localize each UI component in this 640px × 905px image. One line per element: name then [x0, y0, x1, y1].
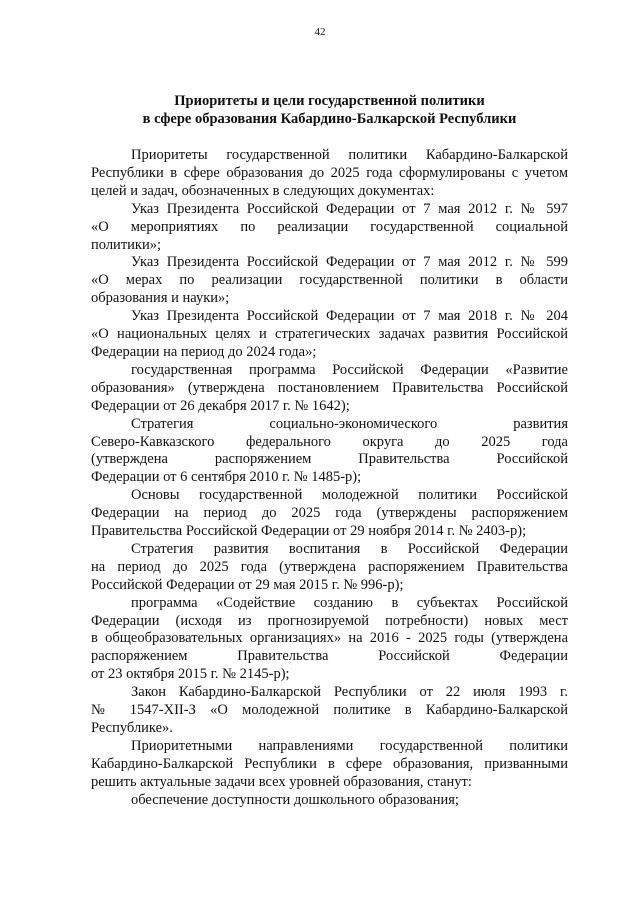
text-line: в общеобразовательных организациях» на 2016 - 2025 годы (утверждена — [91, 630, 568, 647]
text-line: Приоритеты государственной политики Кабардино-Балкарской — [131, 147, 568, 163]
text-line: Республике». — [91, 720, 173, 736]
text-line: Правительства Российской Федерации от 29 ноября 2014 г. № 2403-р); — [91, 523, 527, 540]
text-line: распоряжением Правительства Российской Федерации — [91, 648, 568, 665]
text-line: (утверждена распоряжением Правительства Российской — [91, 451, 568, 468]
text-line: Федерации от 26 декабря 2017 г. № 1642); — [91, 397, 350, 414]
text-line: «О мероприятиях по реализации государственной социальной — [91, 218, 568, 235]
paragraph-upbringing-strategy — [91, 541, 568, 595]
text-line: политики»; — [91, 236, 161, 253]
title-line-2: в сфере образования Кабардино-Балкарской Республики — [142, 111, 517, 127]
text-line: от 23 октября 2015 г. № 2145-р); — [91, 666, 290, 683]
text-line: Приоритетными направлениями государственной политики — [131, 737, 568, 754]
paragraph-youth-policy-basics — [91, 487, 568, 541]
text-line: Указ Президента Российской Федерации от 7 мая 2012 г. № 597 — [131, 200, 568, 217]
paragraph-new-school-places-program — [91, 595, 568, 685]
text-line: Федерации от 6 сентября 2010 г. № 1485-р); — [91, 469, 362, 486]
text-line: образования» (утверждена постановлением Правительства Российской — [91, 379, 568, 396]
text-line: обеспечение доступности дошкольного образования; — [131, 791, 459, 808]
paragraph-preschool-access — [91, 792, 568, 810]
text-line: на период до 2025 года (утверждена распоряжением Правительства — [91, 558, 568, 575]
text-line: Федерации (исходя из прогнозируемой потребности) новых мест — [91, 612, 568, 629]
text-line: Указ Президента Российской Федерации от 7 мая 2018 г. № 204 — [131, 308, 568, 325]
text-line: Стратегия развития воспитания в Российской Федерации — [131, 540, 568, 557]
body-text — [91, 147, 568, 810]
text-line: решить актуальные задачи всех уровней образования, станут: — [91, 773, 472, 790]
text-line: Федерации на период до 2024 года»; — [91, 343, 317, 360]
text-line: № 1547-XII-З «О молодежной политике в Кабардино-Балкарской — [91, 702, 568, 719]
text-line: Основы государственной молодежной политики Российской — [131, 487, 568, 504]
paragraph-state-program — [91, 362, 568, 416]
text-line: Российской Федерации от 29 мая 2015 г. № 996-р); — [91, 576, 404, 593]
text-line: целей и задач, обозначенных в следующих документах: — [91, 182, 435, 199]
text-line: Закон Кабардино-Балкарской Республики от 22 июля 1993 г. — [131, 684, 568, 701]
paragraph-intro — [91, 147, 568, 201]
text-line: образования и науки»; — [91, 290, 230, 307]
paragraph-decree-597 — [91, 201, 568, 255]
text-line: Указ Президента Российской Федерации от 7 мая 2012 г. № 599 — [131, 254, 568, 271]
paragraph-north-caucasus-strategy — [91, 416, 568, 488]
paragraph-kbr-youth-law — [91, 684, 568, 738]
text-line: «О национальных целях и стратегических задачах развития Российской — [91, 326, 568, 343]
text-line: «О мерах по реализации государственной политики в области — [91, 272, 568, 289]
text-line: Федерации на период до 2025 года (утверждены распоряжением — [91, 505, 568, 522]
paragraph-decree-204 — [91, 308, 568, 362]
text-line: Стратегия социально-экономического развития — [131, 415, 568, 432]
section-title — [91, 92, 568, 128]
paragraph-priority-directions — [91, 738, 568, 792]
text-line: Кабардино-Балкарской Республики в сфере образования, призванными — [91, 755, 568, 772]
text-line: Республики в сфере образования до 2025 года сформулированы с учетом — [91, 164, 568, 181]
page-number: 42 — [314, 26, 326, 38]
paragraph-decree-599 — [91, 254, 568, 308]
text-line: Северо-Кавказского федерального округа до 2025 года — [91, 433, 568, 450]
text-line: программа «Содействие созданию в субъектах Российской — [131, 594, 568, 611]
title-line-1: Приоритеты и цели государственной политики — [174, 93, 485, 109]
text-line: государственная программа Российской Федерации «Развитие — [131, 361, 568, 378]
